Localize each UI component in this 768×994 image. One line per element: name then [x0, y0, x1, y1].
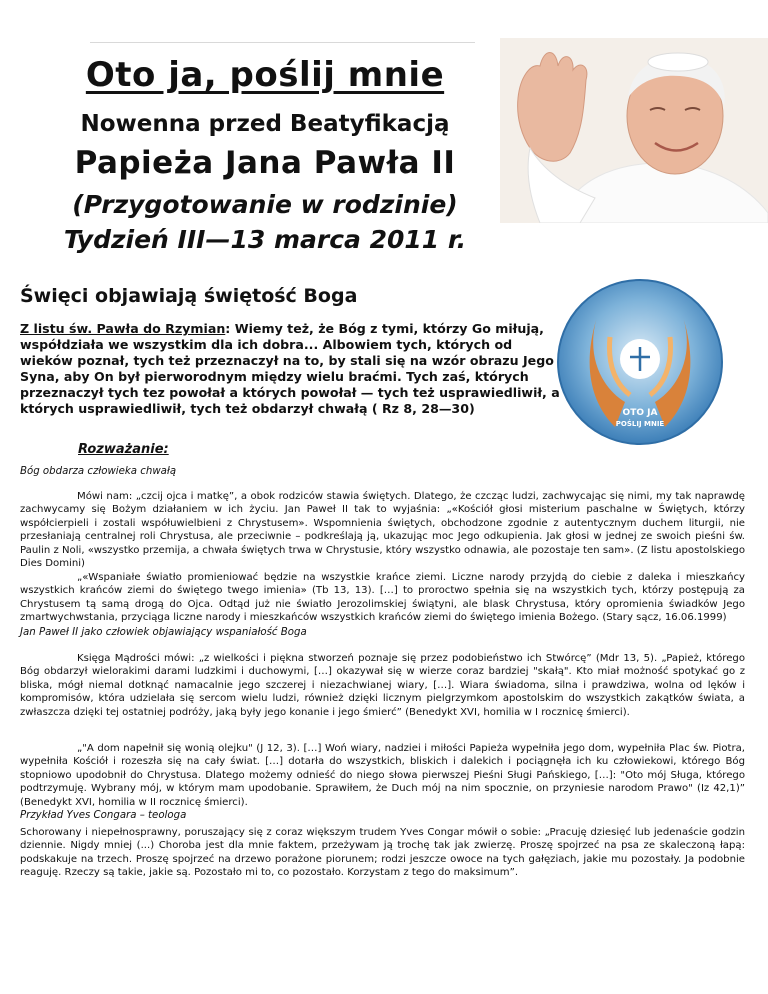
page-title: Oto ja, poślij mnie [85, 55, 445, 95]
paragraph-4: „"A dom napełnił się wonią olejku" (J 12, 3). […] Woń wiary, nadziei i miłości Papieża wypełniła jego dom, wypełniła Plac św. Piotra, wypełniła Kościół i rozeszła się na cały świat. […] dotarła do wszystkich, bliskich i dalekich i pociągnęła ich ku człowiekowi, którego Bóg stopniowo upodobnił do Chrystusa. Dlatego możemy odnieść do niego słowa pierwszej Pieśni Sługi Pańskiego, […]: "Oto mój Sługa, którego podtrzymuję. Wybrany mój, w którym mam upodobanie. Sprawiłem, że Duch mój na nim spocznie, on przyniesie narodom Prawo" (Iz 42,1)” (Benedykt XVI, homilia w II rocznicę śmierci). [20, 743, 745, 808]
logo-text-line1: OTO JA [622, 408, 658, 418]
logo-text-line2: POŚLIJ MNIE [615, 420, 665, 428]
heading-jp2: Jan Paweł II jako człowiek objawiający wspaniałość Boga [20, 627, 307, 638]
section-title: Święci objawiają świętość Boga [20, 285, 358, 307]
paragraph-5: Schorowany i niepełnosprawny, poruszający się z coraz większym trudem Yves Congar mówił o sobie: „Pracuję dziesięć lub jedenaście godzin dziennie. Nigdy mniej (...) Choroba jest dla mnie faktem, przeżywam ją trochę tak jak zwierzę. Proszę spojrzeć na psa ze skaleczoną łapą: podskakuje na trzech. Proszę spojrzeć na drzewo porażone piorunem; rodzi jeszcze owoce na tych gałęziach, jakie mu pozostały. Ja podobnie reaguję. Rzeczy są takie, jakie są. Pozostało mi to, co pozostało. Korzystam z tego do maksimum”. [20, 827, 745, 879]
heading-glory: Bóg obdarza człowieka chwałą [20, 466, 177, 477]
subtitle-preparation: (Przygotowanie w rodzinie) [72, 190, 458, 219]
scripture-source: Z listu św. Pawła do Rzymian [20, 321, 226, 336]
paragraph-1: Mówi nam: „czcij ojca i matkę”, a obok rodziców stawia świętych. Dlatego, że czcząc ludzi, zachwycając się nimi, my tak naprawdę zachwycamy się Bożym działaniem w ich życiu. Jan Paweł II tak to wyjaśnia: „«Kościół głosi misterium paschalne w Świętych, którzy współcierpieli i zostali współuwielbieni z Chrystusem». Wspomnienia świętych, obchodzone zgodnie z autentycznym duchem liturgii, nie przesłaniają centralnej roli Chrystusa, ale przeciwnie – podkreślają ją, ukazując moc Jego odkupienia. Jak głosi w jednej ze swoich pieśni św. Paulin z Noli, «wszystko przemija, a chwała świętych trwa w Chrystusie, który wszystko odnawia, ale pozostaje ten sam». (Z listu apostolskiego Dies Domini) [20, 491, 745, 570]
subtitle-novena: Nowenna przed Beatyfikacją [80, 111, 450, 137]
subtitle-week-date: Tydzień III—13 marca 2011 r. [63, 225, 467, 254]
heading-congar: Przykład Yves Congara – teologa [20, 810, 187, 821]
pope-photo [500, 38, 768, 223]
scripture-passage [20, 321, 565, 417]
scripture-text: : Wiemy też, że Bóg z tymi, którzy Go miłują, współdziała we wszystkim dla ich dobra... Albowiem tych, których od wieków poznał, tych też przeznaczył na to, by stali się na wzór obrazu Jego Syna, aby On był pierworodnym między wielu braćmi. Tych zaś, których przeznaczył tych tez powołał a których powołał — tych też usprawiedliwił, a których usprawiedliwił, tych też obdarzył chwałą ( Rz 8, 28—30) [20, 321, 560, 416]
reflection-label: Rozważanie: [78, 442, 169, 457]
novena-logo [555, 277, 725, 447]
top-divider [90, 42, 475, 43]
novena-emblem [555, 277, 725, 447]
subtitle-pope: Papieża Jana Pawła II [74, 145, 456, 181]
paragraph-2: „«Wspaniałe światło promieniować będzie na wszystkie krańce ziemi. Liczne narody przyjdą do ciebie z daleka i mieszkańcy wszystkich krańców ziemi do świętego twego imienia» (Tb 13, 13). […] to proroctwo spełnia się na wszystkich tych, którzy postępują za Chrystusem tą samą drogą do Ojca. Odtąd już nie światło Jerozolimskiej świątyni, ale blask Chrystusa, który opromienia świadków Jego zmartwychwstania, przyciąga liczne narody i mieszkańców wszystkich krańców ziemi do świętego imienia Bożego. (Stary sącz, 16.06.1999) [20, 572, 745, 624]
paragraph-3: Księga Mądrości mówi: „z wielkości i piękna stworzeń poznaje się przez podobieństwo ich Stwórcę” (Mdr 13, 5). „Papież, którego Bóg obdarzył wielorakimi darami ludzkimi i duchowymi, […] okazywał się w wierze coraz bardziej "skałą". Kto miał możność spotykać go z bliska, mógł niemal dotknąć namacalnie jego szczerej i niezachwianej wiary, […]. Wiara świadoma, silna i prawdziwa, wolna od lęków i kompromisów, która udzielała się sercom wielu ludzi, również dzięki licznym pielgrzymkom apostolskim do wszystkich zakątków świata, a zwłaszcza dzięki tej ostatniej podróży, jaką były jego konanie i jego śmierć” (Benedykt XVI, homilia w I rocznicę śmierci). [20, 653, 745, 718]
pope-portrait-illustration [500, 38, 768, 223]
